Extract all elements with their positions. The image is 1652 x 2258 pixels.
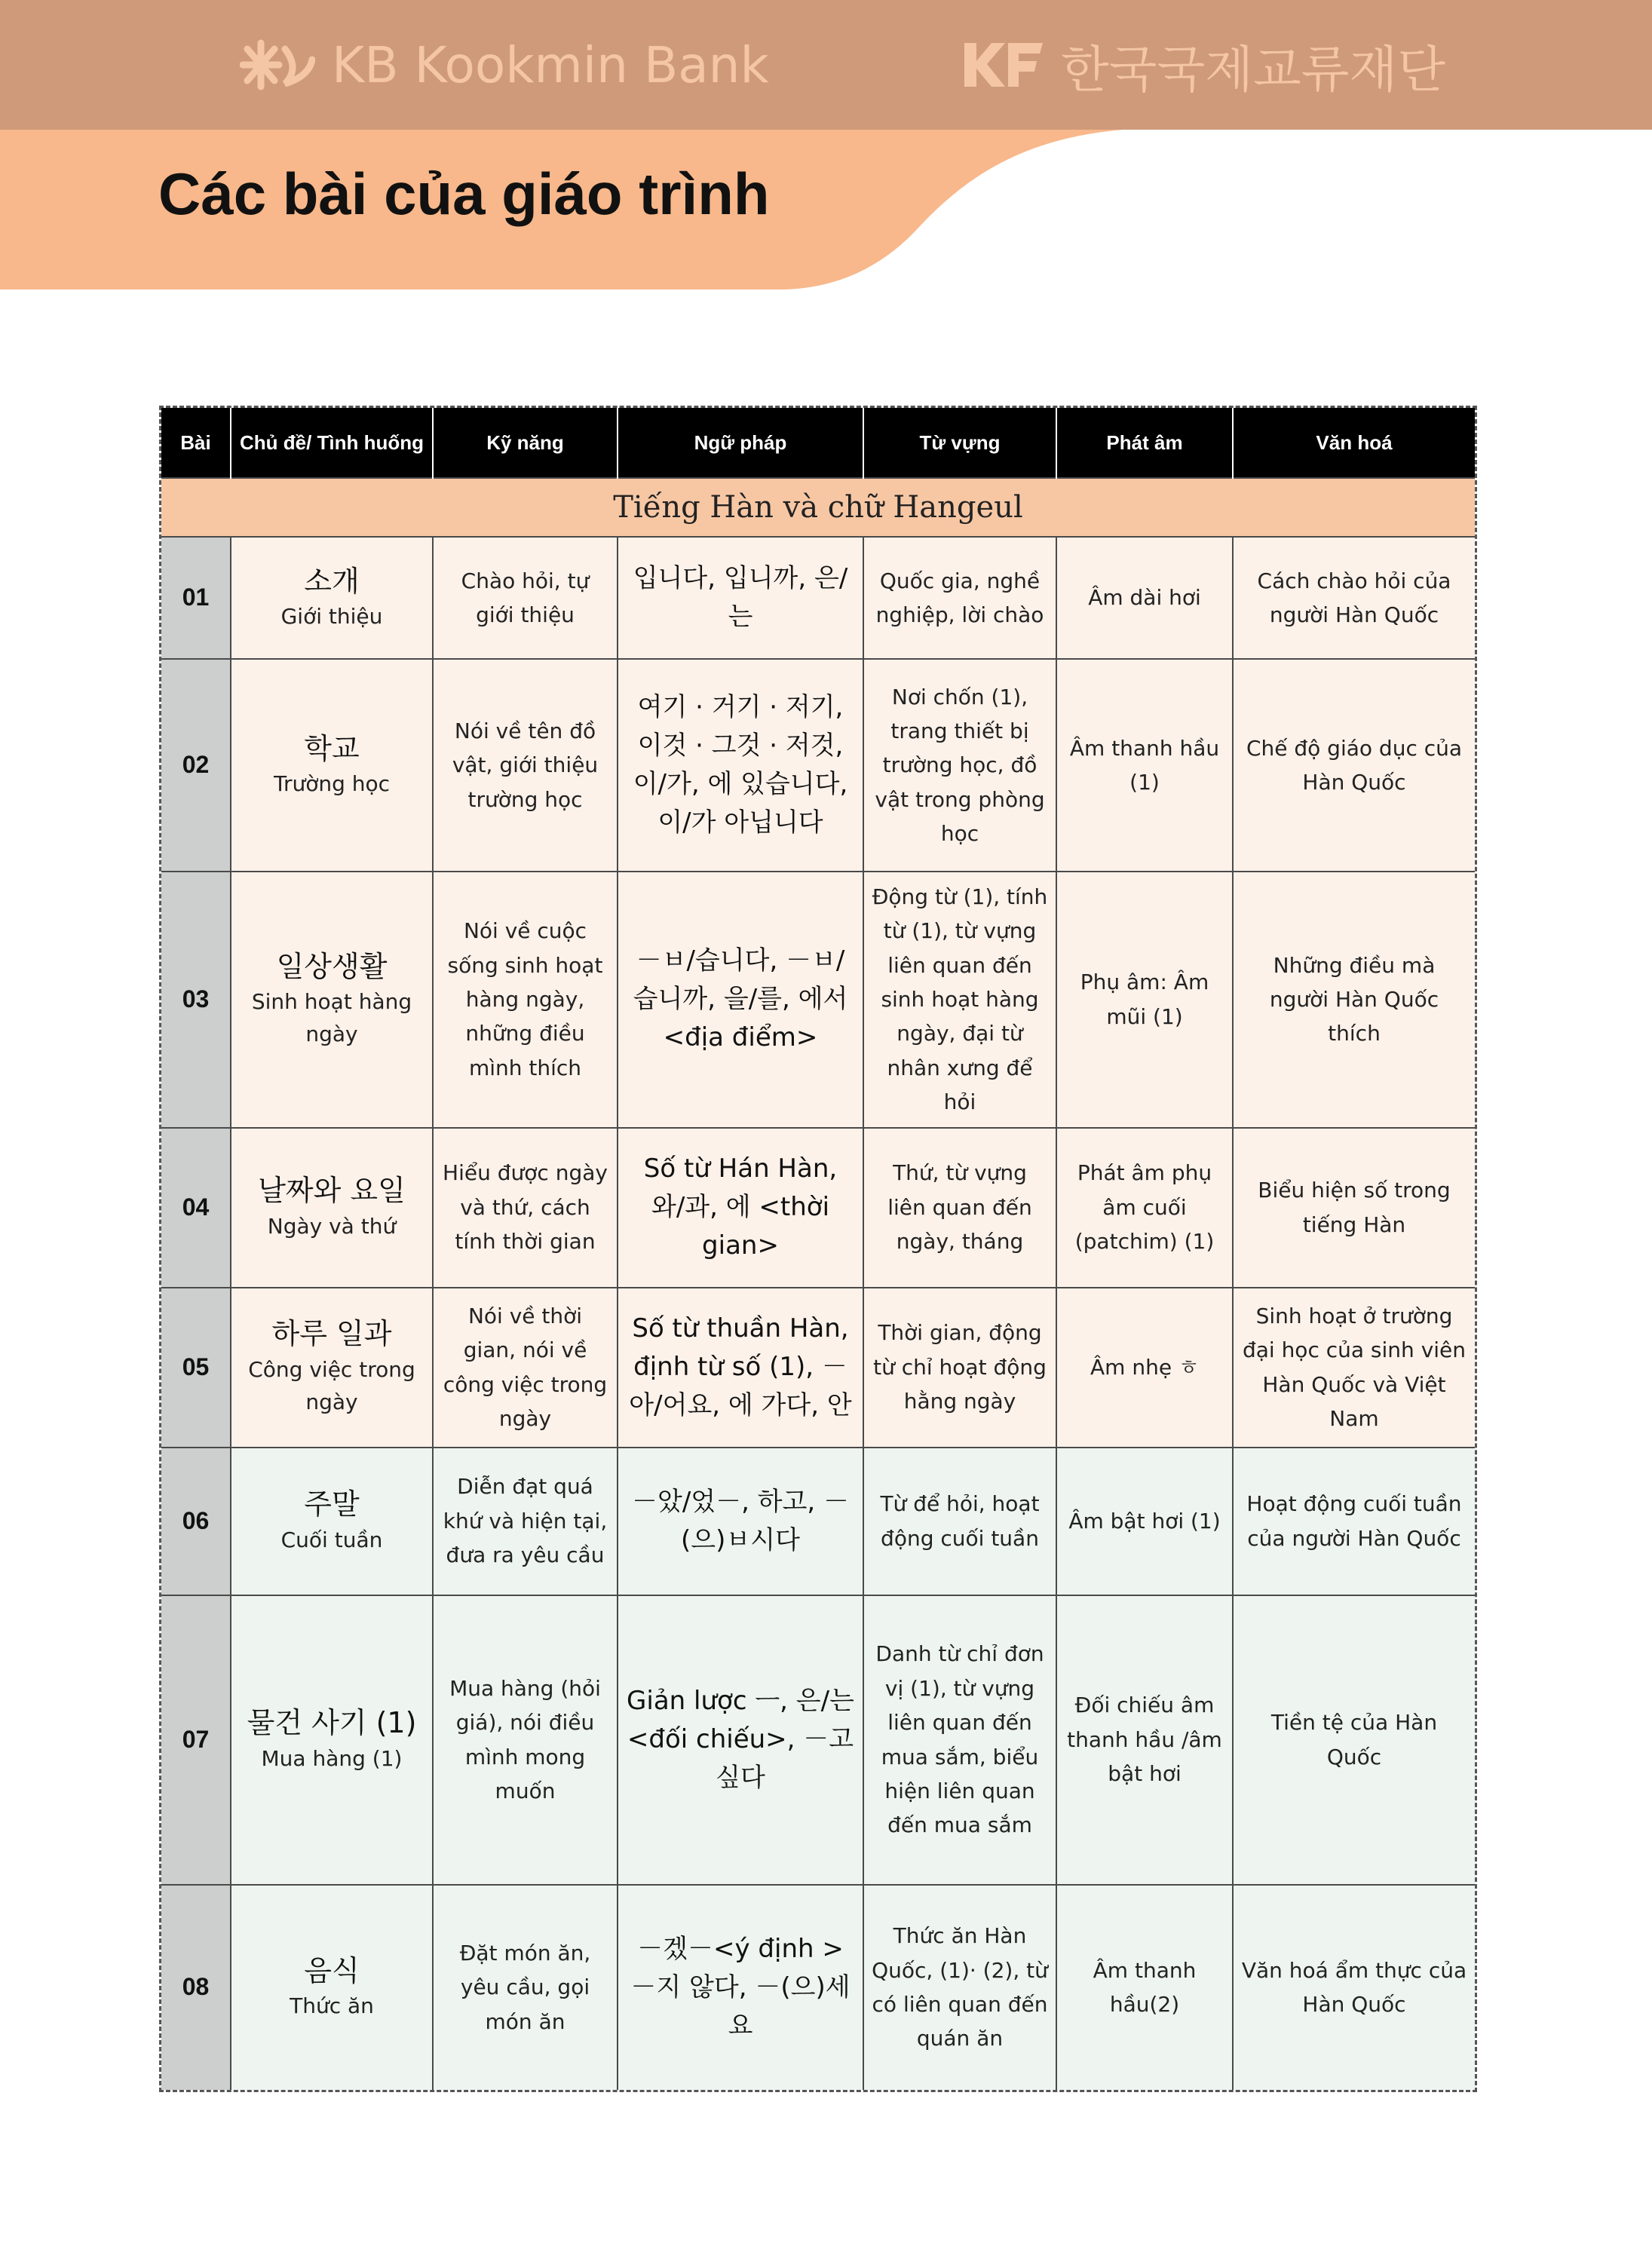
grammar-cell: Số từ thuần Hàn, định từ số (1), －아/어요, 에 가다, 안	[618, 1288, 863, 1448]
curriculum-table	[159, 406, 1477, 2092]
table-row	[161, 1885, 1475, 2090]
topic-vietnamese: Giới thiệu	[280, 604, 383, 629]
lesson-number: 05	[161, 1288, 231, 1448]
table-row	[161, 659, 1475, 872]
lesson-number: 08	[161, 1885, 231, 2090]
topic-korean: 소개	[304, 564, 360, 598]
col-header-skill: Kỹ năng	[433, 408, 618, 478]
topic-cell	[231, 872, 433, 1128]
grammar-cell: －겠－<ý định > －지 않다, －(으)세요	[618, 1885, 863, 2090]
topic-korean: 하루 일과	[271, 1317, 392, 1351]
vocabulary-cell: Động từ (1), tính từ (1), từ vựng liên quan đến sinh hoạt hàng ngày, đại từ nhân xưng để hỏi	[863, 872, 1056, 1128]
culture-cell: Hoạt động cuối tuần của người Hàn Quốc	[1233, 1448, 1475, 1595]
pronunciation-cell: Âm dài hơi	[1056, 537, 1233, 659]
topic-cell	[231, 1885, 433, 2090]
header-row	[161, 408, 1475, 478]
skill-cell: Chào hỏi, tự giới thiệu	[433, 537, 618, 659]
topic-korean: 날짜와 요일	[258, 1174, 406, 1208]
topic-cell	[231, 1128, 433, 1288]
culture-cell: Văn hoá ẩm thực của Hàn Quốc	[1233, 1885, 1475, 2090]
grammar-cell: Số từ Hán Hàn, 와/과, 에 <thời gian>	[618, 1128, 863, 1288]
topic-vietnamese: Ngày và thứ	[267, 1213, 397, 1239]
col-header-vocabulary: Từ vựng	[863, 408, 1056, 478]
topic-vietnamese: Trường học	[273, 771, 391, 796]
col-header-pronunciation: Phát âm	[1056, 408, 1233, 478]
topic-korean: 일상생활	[276, 949, 388, 983]
skill-cell: Diễn đạt quá khứ và hiện tại, đưa ra yêu cầu	[433, 1448, 618, 1595]
kf-logo-text: 한국국제교류재단	[1061, 40, 1446, 99]
section-row	[161, 478, 1475, 537]
pronunciation-cell: Âm nhẹ ㅎ	[1056, 1288, 1233, 1448]
topic-korean: 물건 사기 (1)	[247, 1706, 417, 1740]
topic-vietnamese: Sinh hoạt hàng ngày	[251, 989, 412, 1047]
kb-star-icon	[240, 38, 315, 91]
pronunciation-cell: Âm thanh hầu(2)	[1056, 1885, 1233, 2090]
table-row	[161, 1128, 1475, 1288]
grammar-cell: 여기 · 거기 · 저기, 이것 · 그것 · 저것, 이/가, 에 있습니다, 이/가 아닙니다	[618, 659, 863, 872]
page-title: Các bài của giáo trình	[158, 161, 770, 227]
topic-cell	[231, 1595, 433, 1885]
grammar-cell: －ㅂ/습니다, －ㅂ/습니까, 을/를, 에서<địa điểm>	[618, 872, 863, 1128]
vocabulary-cell: Nơi chốn (1), trang thiết bị trường học, đồ vật trong phòng học	[863, 659, 1056, 872]
table-row	[161, 1288, 1475, 1448]
grammar-cell: －았/었－, 하고, －(으)ㅂ시다	[618, 1448, 863, 1595]
korea-foundation-logo	[961, 35, 1446, 99]
col-header-topic: Chủ đề/ Tình huống	[231, 408, 433, 478]
topic-cell	[231, 1448, 433, 1595]
vocabulary-cell: Thời gian, động từ chỉ hoạt động hằng ngày	[863, 1288, 1056, 1448]
kf-mark-icon	[961, 38, 1044, 91]
vocabulary-cell: Quốc gia, nghề nghiệp, lời chào	[863, 537, 1056, 659]
section-title: Tiếng Hàn và chữ Hangeul	[161, 478, 1475, 537]
topic-vietnamese: Công việc trong ngày	[248, 1356, 415, 1415]
pronunciation-cell: Phụ âm: Âm mũi (1)	[1056, 872, 1233, 1128]
topic-korean: 음식	[304, 1953, 360, 1987]
col-header-culture: Văn hoá	[1233, 408, 1475, 478]
vocabulary-cell: Thứ, từ vựng liên quan đến ngày, tháng	[863, 1128, 1056, 1288]
lesson-number: 01	[161, 537, 231, 659]
table-row	[161, 872, 1475, 1128]
col-header-grammar: Ngữ pháp	[618, 408, 863, 478]
topic-korean: 주말	[304, 1487, 360, 1521]
pronunciation-cell: Đối chiếu âm thanh hầu /âm bật hơi	[1056, 1595, 1233, 1885]
grammar-cell: Giản lược ㅡ, 은/는 <đối chiếu>, －고 싶다	[618, 1595, 863, 1885]
culture-cell: Tiền tệ của Hàn Quốc	[1233, 1595, 1475, 1885]
culture-cell: Những điều mà người Hàn Quốc thích	[1233, 872, 1475, 1128]
skill-cell: Mua hàng (hỏi giá), nói điều mình mong muốn	[433, 1595, 618, 1885]
table-row	[161, 1448, 1475, 1595]
kb-logo-text: KB Kookmin Bank	[332, 35, 769, 94]
topic-vietnamese: Thức ăn	[290, 1993, 374, 2019]
vocabulary-cell: Danh từ chỉ đơn vị (1), từ vựng liên quan đến mua sắm, biểu hiện liên quan đến mua sắm	[863, 1595, 1056, 1885]
pronunciation-cell: Âm bật hơi (1)	[1056, 1448, 1233, 1595]
col-header-lesson: Bài	[161, 408, 231, 478]
lesson-number: 07	[161, 1595, 231, 1885]
kb-kookmin-bank-logo	[240, 35, 769, 95]
culture-cell: Biểu hiện số trong tiếng Hàn	[1233, 1128, 1475, 1288]
topic-cell	[231, 659, 433, 872]
culture-cell: Sinh hoạt ở trường đại học của sinh viên Hàn Quốc và Việt Nam	[1233, 1288, 1475, 1448]
topic-vietnamese: Cuối tuần	[280, 1527, 383, 1552]
table-row	[161, 1595, 1475, 1885]
table-row	[161, 537, 1475, 659]
skill-cell: Nói về tên đồ vật, giới thiệu trường học	[433, 659, 618, 872]
lesson-number: 06	[161, 1448, 231, 1595]
culture-cell: Cách chào hỏi của người Hàn Quốc	[1233, 537, 1475, 659]
skill-cell: Nói về thời gian, nói về công việc trong ngày	[433, 1288, 618, 1448]
topic-cell	[231, 537, 433, 659]
vocabulary-cell: Từ để hỏi, hoạt động cuối tuần	[863, 1448, 1056, 1595]
lesson-number: 02	[161, 659, 231, 872]
pronunciation-cell: Phát âm phụ âm cuối (patchim) (1)	[1056, 1128, 1233, 1288]
culture-cell: Chế độ giáo dục của Hàn Quốc	[1233, 659, 1475, 872]
lesson-number: 03	[161, 872, 231, 1128]
topic-vietnamese: Mua hàng (1)	[261, 1745, 403, 1771]
vocabulary-cell: Thức ăn Hàn Quốc, (1)· (2), từ có liên quan đến quán ăn	[863, 1885, 1056, 2090]
topic-korean: 학교	[304, 731, 360, 765]
lesson-number: 04	[161, 1128, 231, 1288]
pronunciation-cell: Âm thanh hầu (1)	[1056, 659, 1233, 872]
skill-cell: Nói về cuộc sống sinh hoạt hàng ngày, những điều mình thích	[433, 872, 618, 1128]
skill-cell: Đặt món ăn, yêu cầu, gọi món ăn	[433, 1885, 618, 2090]
skill-cell: Hiểu được ngày và thứ, cách tính thời gian	[433, 1128, 618, 1288]
topic-cell	[231, 1288, 433, 1448]
grammar-cell: 입니다, 입니까, 은/는	[618, 537, 863, 659]
